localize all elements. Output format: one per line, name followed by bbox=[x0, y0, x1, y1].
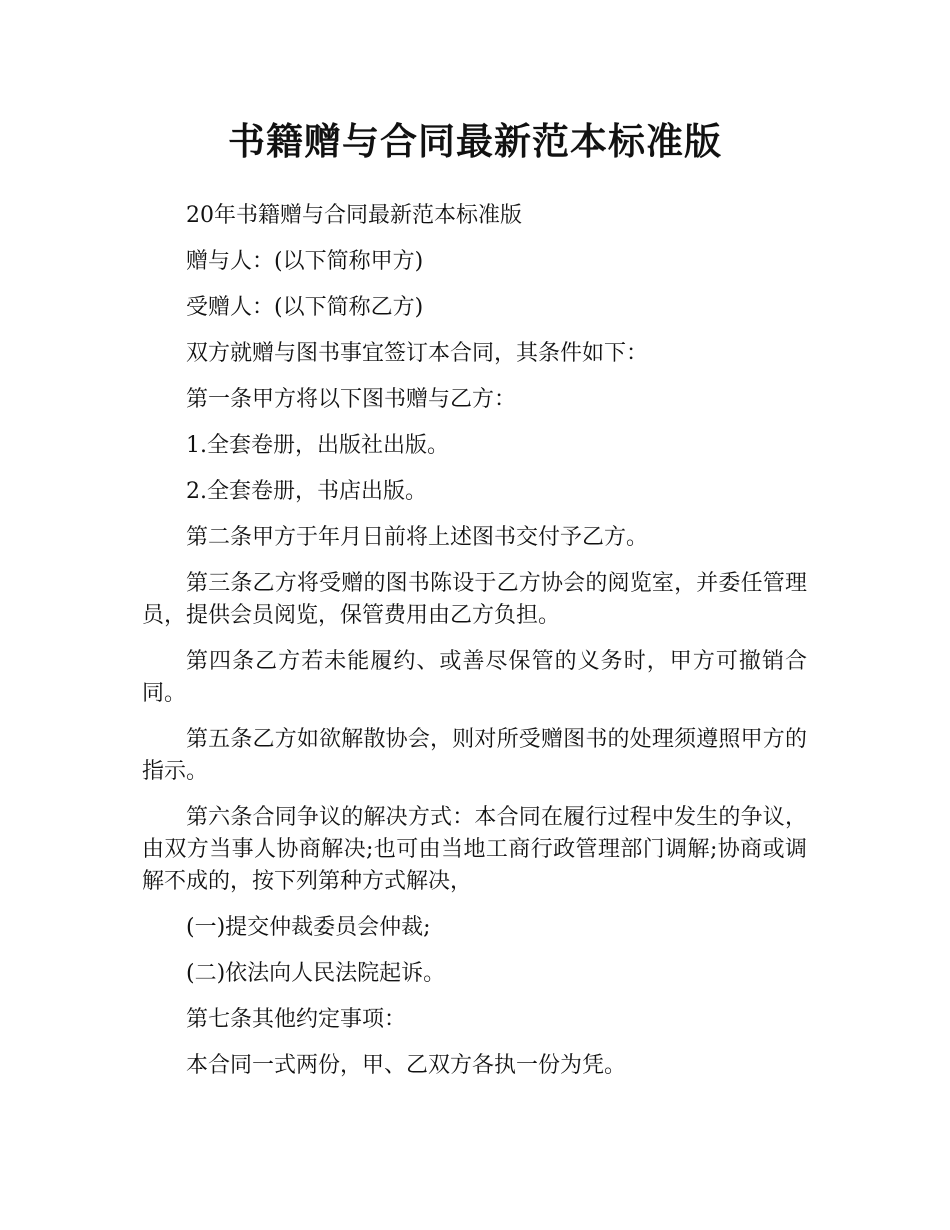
paragraph-donor: 赠与人：(以下简称甲方) bbox=[186, 249, 424, 274]
paragraph-article-6: 第六条合同争议的解决方式：本合同在履行过程中发生的争议，由双方当事人协商解决;也可由当地工商行政管理部门调解;协商或调解不成的，按下列第种方式解决， bbox=[142, 805, 807, 894]
paragraph-heading-line: 20年书籍赠与合同最新范本标准版 bbox=[186, 203, 522, 228]
paragraph-article-3: 第三条乙方将受赠的图书陈设于乙方协会的阅览室，并委任管理员，提供会员阅览，保管费用由乙方负担。 bbox=[142, 571, 807, 628]
paragraph-item-1: 1.全套卷册，出版社出版。 bbox=[186, 433, 449, 458]
paragraph-copies: 本合同一式两份，甲、乙双方各执一份为凭。 bbox=[186, 1053, 627, 1078]
paragraph-option-2: (二)依法向人民法院起诉。 bbox=[186, 961, 446, 986]
paragraph-article-1: 第一条甲方将以下图书赠与乙方： bbox=[186, 387, 517, 412]
paragraph-option-1: (一)提交仲裁委员会仲裁; bbox=[186, 915, 431, 940]
paragraph-donee: 受赠人：(以下简称乙方) bbox=[186, 295, 424, 320]
document-body bbox=[142, 200, 807, 1096]
document-title: 书籍赠与合同最新范本标准版 bbox=[228, 120, 722, 163]
paragraph-intro: 双方就赠与图书事宜签订本合同，其条件如下： bbox=[186, 341, 649, 366]
paragraph-article-7: 第七条其他约定事项： bbox=[186, 1007, 407, 1032]
paragraph-article-5: 第五条乙方如欲解散协会，则对所受赠图书的处理须遵照甲方的指示。 bbox=[142, 727, 807, 784]
paragraph-article-4: 第四条乙方若未能履约、或善尽保管的义务时，甲方可撤销合同。 bbox=[142, 649, 807, 706]
paragraph-item-2: 2.全套卷册，书店出版。 bbox=[186, 479, 427, 504]
paragraph-article-2: 第二条甲方于年月日前将上述图书交付予乙方。 bbox=[186, 525, 649, 550]
